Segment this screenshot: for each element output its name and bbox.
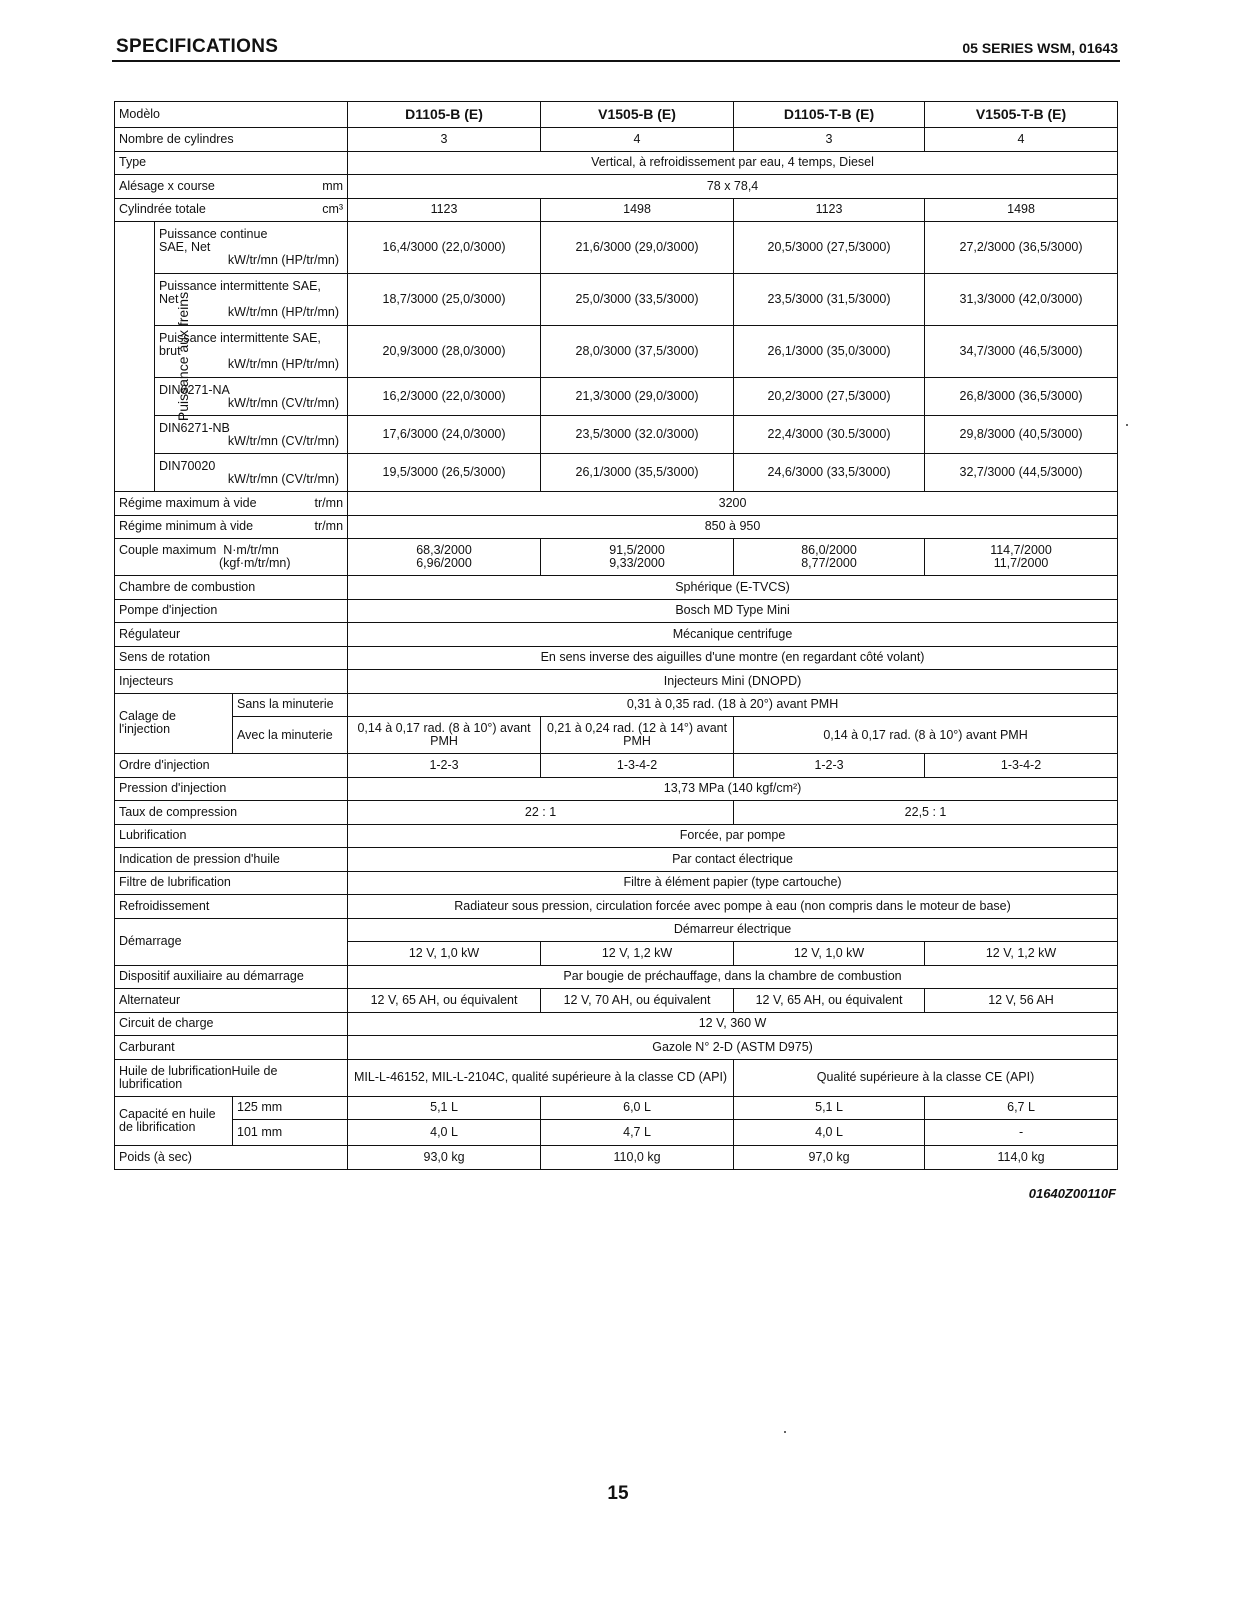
table-cell: 16,4/3000 (22,0/3000) <box>348 222 541 274</box>
header-rule <box>112 60 1120 62</box>
table-cell <box>541 539 734 576</box>
table-cell <box>734 539 925 576</box>
table-cell: 27,2/3000 (36,5/3000) <box>925 222 1118 274</box>
table-row <box>115 1059 1118 1096</box>
power-group-text: Puissance aux freins <box>175 291 192 421</box>
table-cell: 78 x 78,4 <box>348 175 1118 199</box>
table-row <box>115 222 1118 274</box>
row-label <box>115 198 348 222</box>
label-line: DIN6271-NB <box>159 420 230 435</box>
label-text: Régime minimum à vide <box>119 519 254 534</box>
table-cell: 4 <box>925 128 1118 152</box>
model-header: V1505-B (E) <box>541 102 734 128</box>
table-cell: 6,0 L <box>541 1096 734 1120</box>
table-cell <box>348 539 541 576</box>
page-title: SPECIFICATIONS <box>116 36 279 57</box>
table-cell: 114,0 kg <box>925 1146 1118 1170</box>
table-cell: Injecteurs Mini (DNOPD) <box>348 670 1118 694</box>
table-cell: 32,7/3000 (44,5/3000) <box>925 454 1118 492</box>
table-cell: Sphérique (E-TVCS) <box>348 576 1118 600</box>
table-cell: 12 V, 56 AH <box>925 989 1118 1013</box>
table-row <box>115 670 1118 694</box>
label-line: Puissance continue <box>159 227 268 241</box>
table-cell: 12 V, 65 AH, ou équivalent <box>734 989 925 1013</box>
row-label <box>155 454 348 492</box>
row-label: Circuit de charge <box>115 1012 348 1036</box>
table-cell: Radiateur sous pression, circulation forcée avec pompe à eau (non compris dans le moteur de base) <box>348 895 1118 919</box>
cell-line: 68,3/2000 <box>416 543 472 557</box>
table-row <box>115 102 1118 128</box>
cell-line: 6,96/2000 <box>416 556 472 570</box>
table-cell: 34,7/3000 (46,5/3000) <box>925 326 1118 378</box>
row-label: Modèlo <box>115 102 348 128</box>
row-label: Filtre de lubrification <box>115 871 348 895</box>
row-label: Carburant <box>115 1036 348 1060</box>
cell-line: 91,5/2000 <box>609 543 665 557</box>
table-cell: 20,5/3000 (27,5/3000) <box>734 222 925 274</box>
table-row <box>115 1036 1118 1060</box>
table-row <box>115 492 1118 516</box>
label-line: DIN70020 <box>159 458 216 473</box>
table-row <box>115 416 1118 454</box>
table-cell: Mécanique centrifuge <box>348 623 1118 647</box>
table-cell: 12 V, 1,2 kW <box>925 942 1118 966</box>
table-cell: 12 V, 1,2 kW <box>541 942 734 966</box>
table-row <box>115 326 1118 378</box>
row-label <box>155 222 348 274</box>
table-cell: Par contact électrique <box>348 848 1118 872</box>
label-text: Cylindrée totale <box>119 202 206 217</box>
row-sublabel: Sans la minuterie <box>233 693 348 717</box>
cell-line: 114,7/2000 <box>990 543 1052 557</box>
table-cell: 1-3-4-2 <box>541 754 734 778</box>
table-cell: 4 <box>541 128 734 152</box>
table-cell: 12 V, 70 AH, ou équivalent <box>541 989 734 1013</box>
row-label <box>115 492 348 516</box>
table-cell: 23,5/3000 (31,5/3000) <box>734 274 925 326</box>
row-sublabel: 125 mm <box>233 1096 348 1120</box>
table-cell: 1-2-3 <box>348 754 541 778</box>
label-line: Puissance intermittente SAE, <box>159 331 321 345</box>
table-row <box>115 515 1118 539</box>
label-text: Régime maximum à vide <box>119 495 257 510</box>
row-label: Pression d'injection <box>115 777 348 801</box>
table-cell: 24,6/3000 (33,5/3000) <box>734 454 925 492</box>
unit: tr/mn <box>314 519 344 534</box>
table-cell: 1498 <box>925 198 1118 222</box>
table-cell: Par bougie de préchauffage, dans la chambre de combustion <box>348 965 1118 989</box>
row-label: Chambre de combustion <box>115 576 348 600</box>
table-cell: 28,0/3000 (37,5/3000) <box>541 326 734 378</box>
table-cell: 26,1/3000 (35,0/3000) <box>734 326 925 378</box>
table-cell: 22 : 1 <box>348 801 734 825</box>
table-cell: 16,2/3000 (22,0/3000) <box>348 378 541 416</box>
row-label: Dispositif auxiliaire au démarrage <box>115 965 348 989</box>
table-cell: 17,6/3000 (24,0/3000) <box>348 416 541 454</box>
row-label: Démarrage <box>115 918 348 965</box>
table-cell: 0,14 à 0,17 rad. (8 à 10°) avant PMH <box>734 717 1118 754</box>
table-row <box>115 1012 1118 1036</box>
unit: kW/tr/mn (HP/tr/mn) <box>227 305 340 319</box>
row-label: Pompe d'injection <box>115 599 348 623</box>
row-label: Régulateur <box>115 623 348 647</box>
table-row <box>115 1096 1118 1120</box>
table-cell: 21,6/3000 (29,0/3000) <box>541 222 734 274</box>
unit: (kgf·m/tr/mn) <box>219 556 291 570</box>
row-label: Calage de l'injection <box>115 693 233 754</box>
table-cell: 29,8/3000 (40,5/3000) <box>925 416 1118 454</box>
table-cell: Gazole N° 2-D (ASTM D975) <box>348 1036 1118 1060</box>
row-label: Type <box>115 151 348 175</box>
table-row <box>115 918 1118 942</box>
model-header: D1105-B (E) <box>348 102 541 128</box>
cell-line: 9,33/2000 <box>609 556 665 570</box>
table-cell: 4,7 L <box>541 1120 734 1146</box>
table-cell: 1123 <box>348 198 541 222</box>
table-cell: - <box>925 1120 1118 1146</box>
table-cell: 22,4/3000 (30.5/3000) <box>734 416 925 454</box>
table-cell: 3200 <box>348 492 1118 516</box>
table-row <box>115 895 1118 919</box>
label-text: Alésage x course <box>119 178 215 193</box>
scan-speck <box>784 1431 786 1433</box>
table-cell: 3 <box>348 128 541 152</box>
table-cell: Bosch MD Type Mini <box>348 599 1118 623</box>
scan-speck <box>1126 424 1128 426</box>
table-cell: 23,5/3000 (32.0/3000) <box>541 416 734 454</box>
table-row <box>115 198 1118 222</box>
unit: tr/mn <box>314 495 344 510</box>
unit: kW/tr/mn (HP/tr/mn) <box>227 357 340 371</box>
table-cell: 110,0 kg <box>541 1146 734 1170</box>
label-line: Net <box>159 292 179 306</box>
table-cell: 19,5/3000 (26,5/3000) <box>348 454 541 492</box>
unit: kW/tr/mn (HP/tr/mn) <box>227 253 340 267</box>
table-row <box>115 1120 1118 1146</box>
row-sublabel: Avec la minuterie <box>233 717 348 754</box>
table-cell: 18,7/3000 (25,0/3000) <box>348 274 541 326</box>
table-row <box>115 576 1118 600</box>
table-cell: 21,3/3000 (29,0/3000) <box>541 378 734 416</box>
row-label: Taux de compression <box>115 801 348 825</box>
row-label: Sens de rotation <box>115 646 348 670</box>
table-cell: 850 à 950 <box>348 515 1118 539</box>
table-row <box>115 646 1118 670</box>
table-row <box>115 175 1118 199</box>
table-cell <box>925 539 1118 576</box>
cell-line: 86,0/2000 <box>801 543 857 557</box>
label-line: brut <box>159 344 181 358</box>
table-cell: 1-3-4-2 <box>925 754 1118 778</box>
table-cell: 0,14 à 0,17 rad. (8 à 10°) avant PMH <box>348 717 541 754</box>
table-cell: Qualité supérieure à la classe CE (API) <box>734 1059 1118 1096</box>
unit: mm <box>322 178 344 193</box>
specifications-table <box>114 101 1118 1170</box>
table-cell: 13,73 MPa (140 kgf/cm²) <box>348 777 1118 801</box>
table-cell: 5,1 L <box>348 1096 541 1120</box>
label-line: SAE, Net <box>159 240 211 254</box>
table-cell: 20,9/3000 (28,0/3000) <box>348 326 541 378</box>
table-cell: En sens inverse des aiguilles d'une montre (en regardant côté volant) <box>348 646 1118 670</box>
row-label: Injecteurs <box>115 670 348 694</box>
label-text: Couple maximum <box>119 543 217 557</box>
table-cell: Filtre à élément papier (type cartouche) <box>348 871 1118 895</box>
row-label: Refroidissement <box>115 895 348 919</box>
row-label: Poids (à sec) <box>115 1146 348 1170</box>
unit: kW/tr/mn (CV/tr/mn) <box>227 471 340 486</box>
unit: kW/tr/mn (CV/tr/mn) <box>227 395 340 410</box>
table-row <box>115 274 1118 326</box>
table-cell: 20,2/3000 (27,5/3000) <box>734 378 925 416</box>
series-reference: 05 SERIES WSM, 01643 <box>962 40 1118 56</box>
table-cell: 0,31 à 0,35 rad. (18 à 20°) avant PMH <box>348 693 1118 717</box>
row-label <box>155 416 348 454</box>
table-row <box>115 378 1118 416</box>
table-cell: Démarreur électrique <box>348 918 1118 942</box>
row-label: Alternateur <box>115 989 348 1013</box>
table-row <box>115 623 1118 647</box>
row-label: Indication de pression d'huile <box>115 848 348 872</box>
table-cell: Vertical, à refroidissement par eau, 4 temps, Diesel <box>348 151 1118 175</box>
table-cell: 4,0 L <box>348 1120 541 1146</box>
table-cell: Forcée, par pompe <box>348 824 1118 848</box>
unit: N·m/tr/mn <box>223 543 279 557</box>
table-cell: 0,21 à 0,24 rad. (12 à 14°) avant PMH <box>541 717 734 754</box>
cell-line: 11,7/2000 <box>993 556 1049 570</box>
table-row <box>115 1146 1118 1170</box>
table-row <box>115 454 1118 492</box>
table-cell: 3 <box>734 128 925 152</box>
row-label: Capacité en huile de librification <box>115 1096 233 1146</box>
unit: cm³ <box>322 202 344 217</box>
table-cell: 97,0 kg <box>734 1146 925 1170</box>
table-row <box>115 539 1118 576</box>
table-cell: 12 V, 1,0 kW <box>348 942 541 966</box>
table-row <box>115 801 1118 825</box>
table-row <box>115 599 1118 623</box>
cell-line: 8,77/2000 <box>801 556 857 570</box>
table-cell: 31,3/3000 (42,0/3000) <box>925 274 1118 326</box>
row-sublabel: 101 mm <box>233 1120 348 1146</box>
label-line: DIN6271-NA <box>159 382 230 397</box>
row-label: Huile de lubrificationHuile de lubrification <box>115 1059 348 1096</box>
table-cell: MIL-L-46152, MIL-L-2104C, qualité supérieure à la classe CD (API) <box>348 1059 734 1096</box>
row-label: Nombre de cylindres <box>115 128 348 152</box>
table-row <box>115 824 1118 848</box>
model-header: D1105-T-B (E) <box>734 102 925 128</box>
table-row <box>115 871 1118 895</box>
table-cell: 4,0 L <box>734 1120 925 1146</box>
table-cell: 12 V, 1,0 kW <box>734 942 925 966</box>
table-row <box>115 128 1118 152</box>
table-cell: 1-2-3 <box>734 754 925 778</box>
table-cell: 1498 <box>541 198 734 222</box>
row-label: Ordre d'injection <box>115 754 348 778</box>
table-cell: 5,1 L <box>734 1096 925 1120</box>
unit: kW/tr/mn (CV/tr/mn) <box>227 433 340 448</box>
row-label <box>115 539 348 576</box>
table-cell: 12 V, 360 W <box>348 1012 1118 1036</box>
document-id: 01640Z00110F <box>1028 1186 1116 1201</box>
page-number: 15 <box>607 1483 629 1504</box>
table-cell: 26,8/3000 (36,5/3000) <box>925 378 1118 416</box>
table-row <box>115 989 1118 1013</box>
table-cell: 26,1/3000 (35,5/3000) <box>541 454 734 492</box>
table-cell: 6,7 L <box>925 1096 1118 1120</box>
row-label <box>115 515 348 539</box>
table-cell: 1123 <box>734 198 925 222</box>
table-row <box>115 965 1118 989</box>
label-line: Puissance intermittente SAE, <box>159 279 321 293</box>
table-cell: 22,5 : 1 <box>734 801 1118 825</box>
table-row <box>115 848 1118 872</box>
table-row <box>115 717 1118 754</box>
table-row <box>115 754 1118 778</box>
table-row <box>115 777 1118 801</box>
row-label <box>115 175 348 199</box>
table-row <box>115 693 1118 717</box>
table-cell: 93,0 kg <box>348 1146 541 1170</box>
table-cell: 12 V, 65 AH, ou équivalent <box>348 989 541 1013</box>
model-header: V1505-T-B (E) <box>925 102 1118 128</box>
table-cell: 25,0/3000 (33,5/3000) <box>541 274 734 326</box>
table-row <box>115 151 1118 175</box>
row-label: Lubrification <box>115 824 348 848</box>
